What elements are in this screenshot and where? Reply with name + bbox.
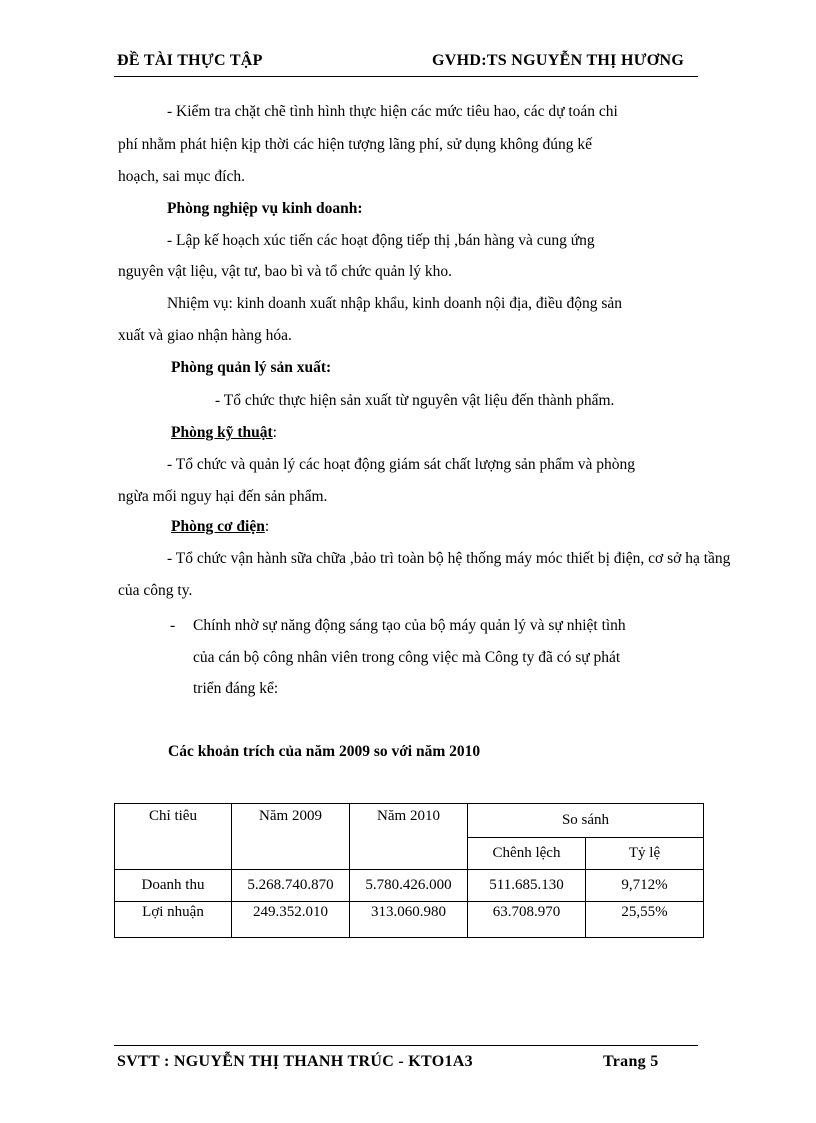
- dept-technical-line-1: - Tổ chức và quản lý các hoạt động giám sát chất lượng sản phẩm và phòng: [167, 456, 636, 473]
- dept-business-line-4: xuất và giao nhận hàng hóa.: [118, 327, 292, 344]
- dept-business-title: Phòng nghiệp vụ kinh doanh:: [167, 200, 363, 217]
- dept-electrical-title-row: [171, 518, 269, 536]
- row-revenue-ratio: 9,712%: [586, 870, 704, 902]
- body-line-3: hoạch, sai mục đích.: [118, 168, 245, 185]
- table-header-row: [115, 804, 704, 838]
- header-difference: Chênh lệch: [468, 838, 586, 870]
- dept-production-title: Phòng quản lý sản xuất:: [171, 359, 332, 376]
- header-title: ĐỀ TÀI THỰC TẬP: [117, 52, 263, 69]
- header-year-2009: Năm 2009: [232, 804, 350, 870]
- row-profit-2009: 249.352.010: [232, 902, 350, 938]
- dept-electrical-colon: :: [264, 518, 270, 535]
- dept-production-line-1: - Tổ chức thực hiện sản xuất từ nguyên vật liệu đến thành phẩm.: [215, 392, 615, 409]
- row-revenue-2010: 5.780.426.000: [350, 870, 468, 902]
- row-revenue-diff: 511.685.130: [468, 870, 586, 902]
- table-row: [115, 902, 704, 938]
- bullet-line-3: triển đáng kể:: [193, 680, 279, 697]
- dept-technical-line-2: ngừa mối nguy hại đến sản phẩm.: [118, 488, 328, 505]
- row-revenue-2009: 5.268.740.870: [232, 870, 350, 902]
- footer-divider: [114, 1045, 698, 1046]
- dept-electrical-title: Phòng cơ điện: [171, 518, 265, 535]
- body-line-1: - Kiểm tra chặt chẽ tình hình thực hiện các mức tiêu hao, các dự toán chi: [167, 103, 618, 120]
- table-title: Các khoản trích của năm 2009 so với năm 2010: [168, 743, 481, 760]
- header-instructor: GVHD:TS NGUYỄN THỊ HƯƠNG: [432, 52, 685, 69]
- bullet-dash: -: [170, 617, 176, 634]
- row-profit-ratio: 25,55%: [586, 902, 704, 938]
- header-ratio: Tỷ lệ: [586, 838, 704, 870]
- bullet-line-2: của cán bộ công nhân viên trong công việc mà Công ty đã có sự phát: [193, 649, 621, 666]
- row-profit-label: Lợi nhuận: [115, 902, 232, 938]
- header-year-2010: Năm 2010: [350, 804, 468, 870]
- row-profit-2010: 313.060.980: [350, 902, 468, 938]
- dept-electrical-line-1: - Tổ chức vận hành sữa chữa ,bảo trì toàn bộ hệ thống máy móc thiết bị điện, cơ sở hạ tầng: [167, 550, 731, 567]
- footer-page-number: Trang 5: [603, 1053, 659, 1070]
- header-compare: So sánh: [468, 804, 704, 838]
- body-line-2: phí nhằm phát hiện kịp thời các hiện tượng lãng phí, sử dụng không đúng kế: [118, 136, 593, 153]
- header-indicator: Chỉ tiêu: [115, 804, 232, 870]
- dept-technical-title: Phòng kỹ thuật: [171, 424, 273, 441]
- footer-student: SVTT : NGUYỄN THỊ THANH TRÚC - KTO1A3: [117, 1053, 473, 1070]
- dept-technical-colon: :: [272, 424, 277, 441]
- table-row: [115, 870, 704, 902]
- dept-technical-title-row: [171, 424, 277, 442]
- row-revenue-label: Doanh thu: [115, 870, 232, 902]
- row-profit-diff: 63.708.970: [468, 902, 586, 938]
- dept-business-line-1: - Lập kế hoạch xúc tiến các hoạt động tiếp thị ,bán hàng và cung ứng: [167, 232, 595, 249]
- dept-business-line-2: nguyên vật liệu, vật tư, bao bì và tổ chức quản lý kho.: [118, 263, 453, 280]
- header-divider: [114, 76, 698, 77]
- dept-electrical-line-2: của công ty.: [118, 582, 193, 599]
- dept-business-line-3: Nhiệm vụ: kinh doanh xuất nhập khẩu, kinh doanh nội địa, điều động sản: [167, 295, 623, 312]
- comparison-table: [114, 803, 704, 938]
- bullet-line-1: Chính nhờ sự năng động sáng tạo của bộ máy quản lý và sự nhiệt tình: [193, 617, 626, 634]
